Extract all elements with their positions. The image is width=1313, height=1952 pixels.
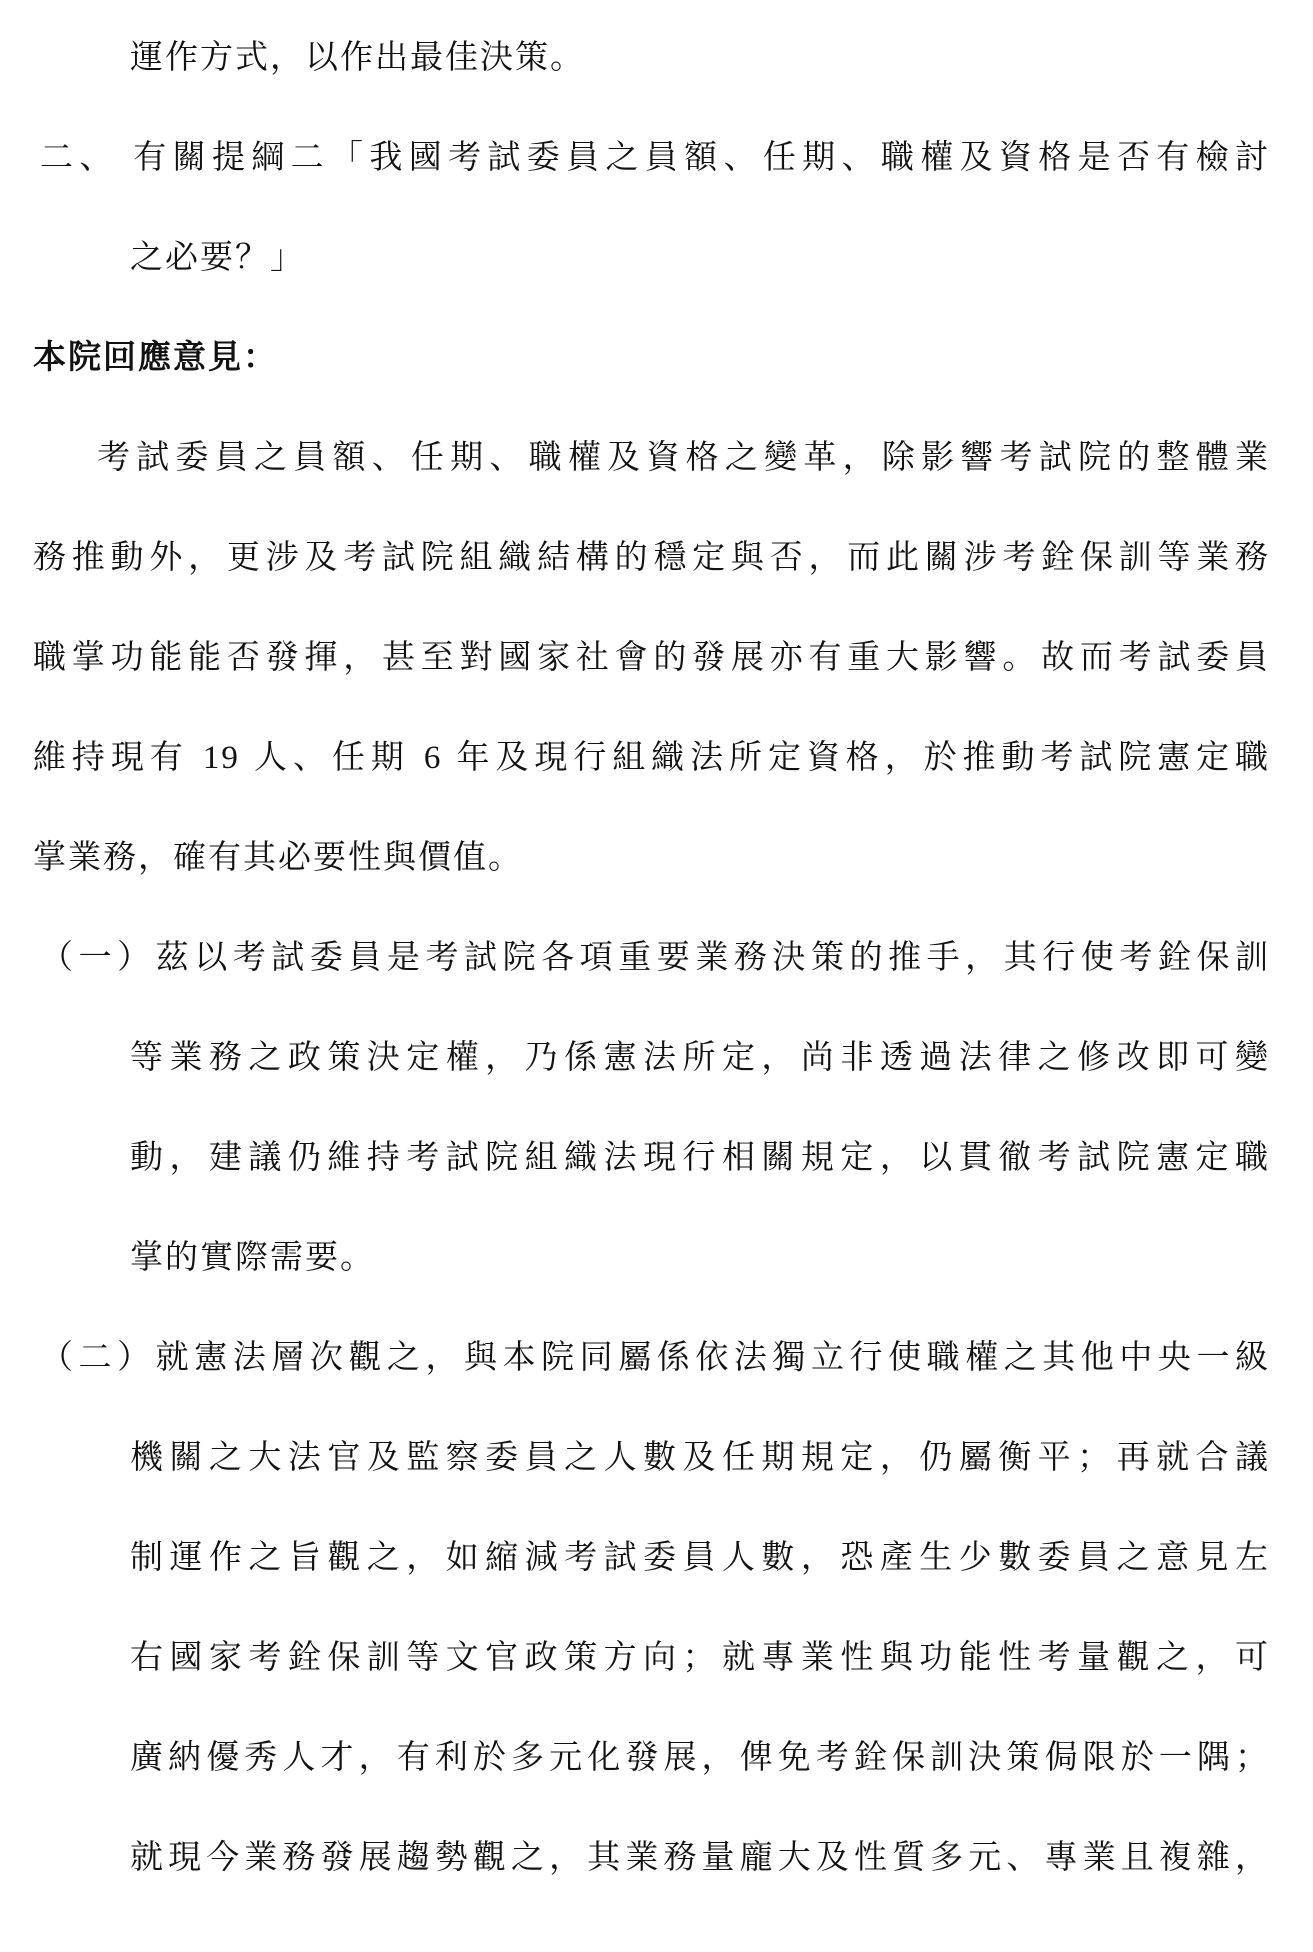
list-item-2-line: （二）就憲法層次觀之，與本院同屬係依法獨立行使職權之其他中央一級 bbox=[40, 1340, 1270, 1376]
response-opinion-heading: 本院回應意見： bbox=[33, 340, 278, 376]
paragraph-line: 職掌功能能否發揮，甚至對國家社會的發展亦有重大影響。故而考試委員 bbox=[33, 640, 1270, 676]
list-item-2-line: 制運作之旨觀之，如縮減考試委員人數，恐產生少數委員之意見左 bbox=[130, 1540, 1270, 1576]
section-heading-item-2-continuation: 之必要？」 bbox=[130, 240, 305, 276]
list-item-1-line: 動，建議仍維持考試院組織法現行相關規定，以貫徹考試院憲定職 bbox=[130, 1140, 1270, 1176]
list-item-1-line: 掌的實際需要。 bbox=[130, 1240, 375, 1276]
section-heading-item-2: 二、 有關提綱二「我國考試委員之員額、任期、職權及資格是否有檢討 bbox=[40, 140, 1270, 176]
paragraph-line: 掌業務，確有其必要性與價值。 bbox=[33, 840, 523, 876]
list-item-2-line: 機關之大法官及監察委員之人數及任期規定，仍屬衡平；再就合議 bbox=[130, 1440, 1270, 1476]
list-item-2-line: 右國家考銓保訓等文官政策方向；就專業性與功能性考量觀之，可 bbox=[130, 1640, 1270, 1676]
paragraph-line: 考試委員之員額、任期、職權及資格之變革，除影響考試院的整體業 bbox=[97, 440, 1270, 476]
list-item-2-line: 就現今業務發展趨勢觀之，其業務量龐大及性質多元、專業且複雜， bbox=[130, 1840, 1270, 1876]
list-item-1-line: 等業務之政策決定權，乃係憲法所定，尚非透過法律之修改即可變 bbox=[130, 1040, 1270, 1076]
list-item-2-line: 廣納優秀人才，有利於多元化發展，俾免考銓保訓決策侷限於一隅； bbox=[130, 1740, 1270, 1776]
paragraph-line: 務推動外，更涉及考試院組織結構的穩定與否，而此關涉考銓保訓等業務 bbox=[33, 540, 1270, 576]
list-item-1-line: （一）茲以考試委員是考試院各項重要業務決策的推手，其行使考銓保訓 bbox=[40, 940, 1270, 976]
paragraph-line: 維持現有 19 人、任期 6 年及現行組織法所定資格，於推動考試院憲定職 bbox=[33, 740, 1270, 776]
paragraph-continuation-line: 運作方式，以作出最佳決策。 bbox=[130, 40, 585, 76]
